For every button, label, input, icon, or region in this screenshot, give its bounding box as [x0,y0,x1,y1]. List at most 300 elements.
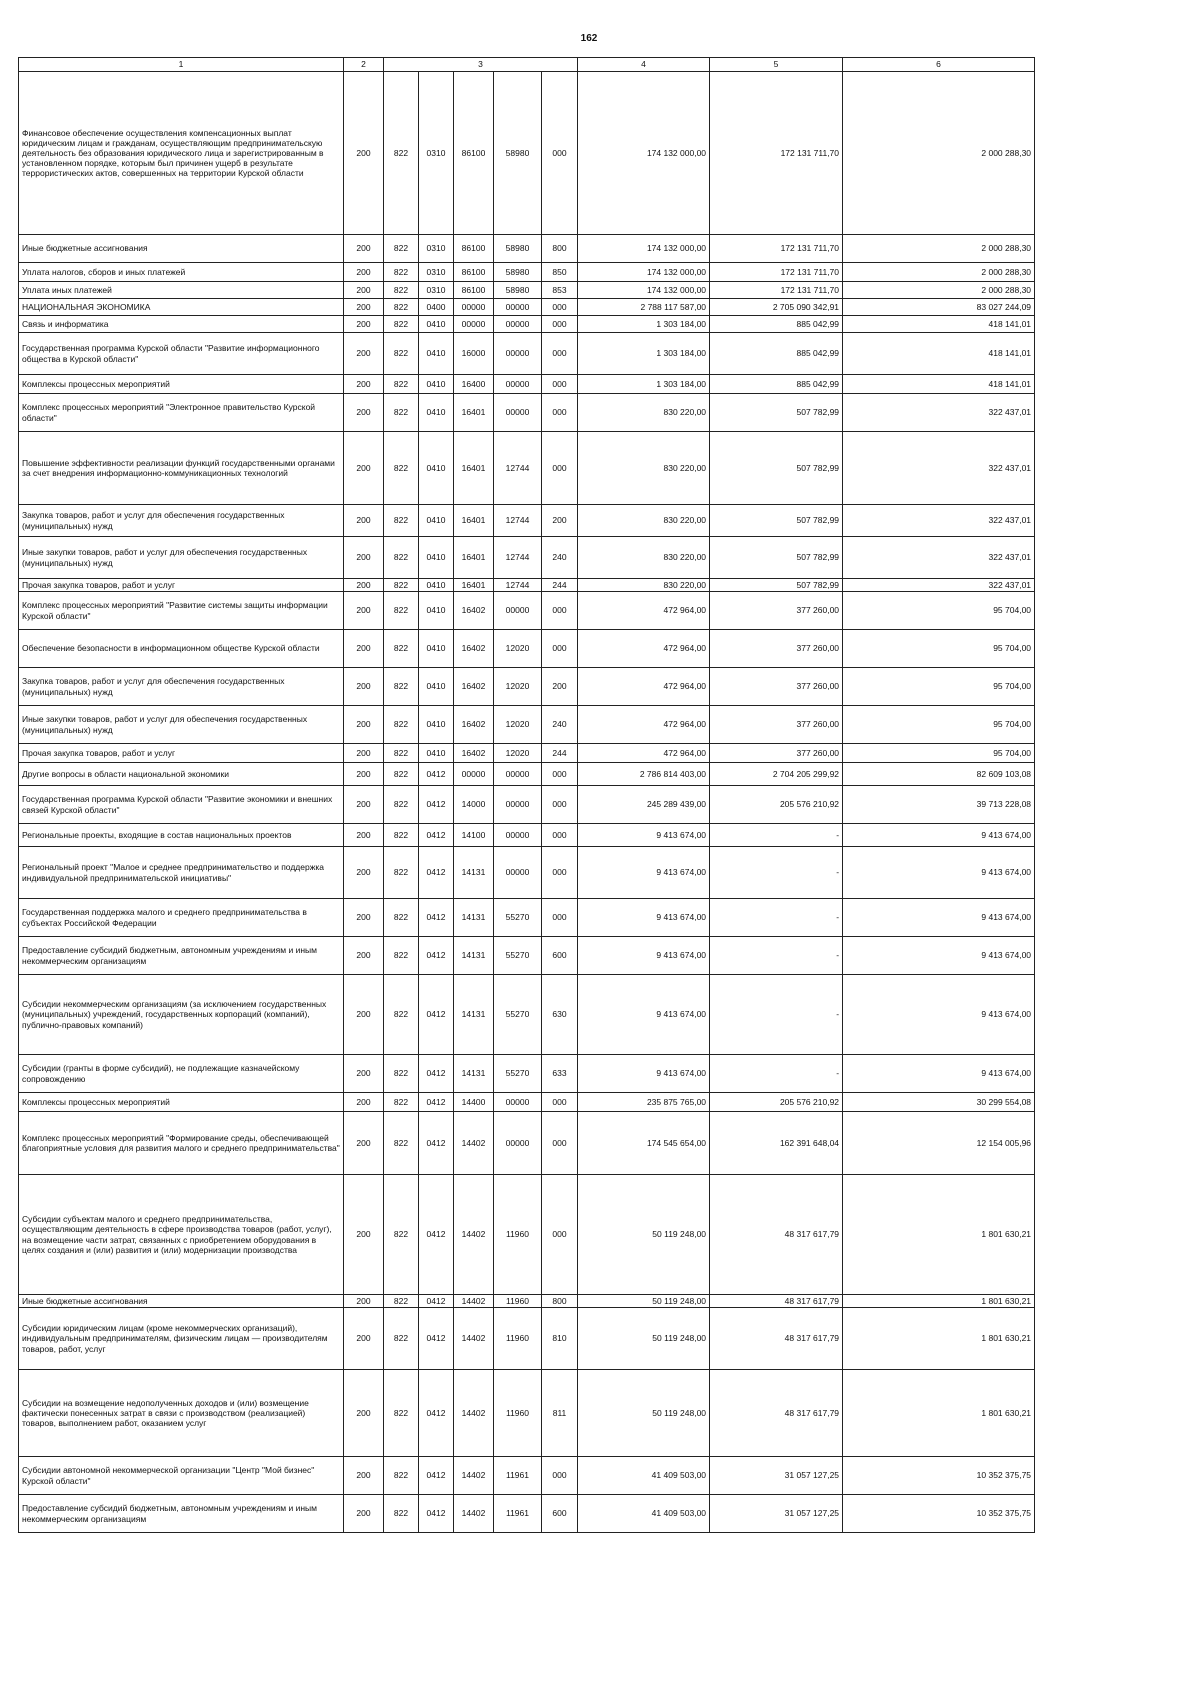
code-col-2: 200 [344,847,384,899]
value-col-5: 885 042,99 [710,316,843,333]
code-program: 14402 [454,1175,494,1295]
code-col-2: 200 [344,1055,384,1093]
value-col-5: 172 131 711,70 [710,72,843,235]
code-section: 0410 [419,744,454,763]
row-name: Предоставление субсидий бюджетным, автономным учреждениям и иным некоммерческим организациям [19,937,344,975]
value-col-5: 885 042,99 [710,375,843,394]
table-row [19,763,1035,786]
value-col-6: 9 413 674,00 [843,937,1035,975]
code-direction: 11960 [494,1175,542,1295]
code-program: 00000 [454,299,494,316]
value-col-4: 472 964,00 [578,630,710,668]
code-direction: 12744 [494,537,542,579]
row-name: Предоставление субсидий бюджетным, автономным учреждениям и иным некоммерческим организациям [19,1495,344,1533]
code-program: 14100 [454,824,494,847]
code-ministry: 822 [384,786,419,824]
code-col-2: 200 [344,299,384,316]
value-col-6: 418 141,01 [843,333,1035,375]
code-section: 0412 [419,847,454,899]
code-direction: 00000 [494,1093,542,1112]
code-section: 0400 [419,299,454,316]
code-ministry: 822 [384,1112,419,1175]
code-col-2: 200 [344,763,384,786]
code-col-2: 200 [344,537,384,579]
code-section: 0410 [419,505,454,537]
value-col-4: 830 220,00 [578,537,710,579]
value-col-6: 322 437,01 [843,432,1035,505]
value-col-6: 10 352 375,75 [843,1495,1035,1533]
value-col-6: 95 704,00 [843,630,1035,668]
value-col-6: 322 437,01 [843,579,1035,592]
code-col-2: 200 [344,394,384,432]
code-expense-type: 240 [542,537,578,579]
code-ministry: 822 [384,537,419,579]
value-col-4: 9 413 674,00 [578,975,710,1055]
code-direction: 00000 [494,847,542,899]
table-row [19,899,1035,937]
value-col-5: 162 391 648,04 [710,1112,843,1175]
code-section: 0412 [419,975,454,1055]
code-section: 0310 [419,235,454,263]
code-section: 0410 [419,375,454,394]
row-name: Иные закупки товаров, работ и услуг для обеспечения государственных (муниципальных) нужд [19,537,344,579]
code-section: 0412 [419,1495,454,1533]
code-direction: 11960 [494,1295,542,1308]
value-col-5: 48 317 617,79 [710,1295,843,1308]
code-direction: 12744 [494,432,542,505]
code-section: 0410 [419,592,454,630]
code-section: 0412 [419,1175,454,1295]
code-col-2: 200 [344,1370,384,1457]
value-col-4: 830 220,00 [578,432,710,505]
code-direction: 00000 [494,316,542,333]
value-col-6: 10 352 375,75 [843,1457,1035,1495]
row-name: Закупка товаров, работ и услуг для обеспечения государственных (муниципальных) нужд [19,668,344,706]
code-section: 0412 [419,1093,454,1112]
code-col-2: 200 [344,72,384,235]
value-col-5: 172 131 711,70 [710,263,843,282]
code-expense-type: 000 [542,394,578,432]
code-col-2: 200 [344,579,384,592]
table-row [19,579,1035,592]
row-name: Уплата налогов, сборов и иных платежей [19,263,344,282]
code-ministry: 822 [384,1093,419,1112]
row-name: Закупка товаров, работ и услуг для обеспечения государственных (муниципальных) нужд [19,505,344,537]
code-ministry: 822 [384,847,419,899]
code-program: 16401 [454,432,494,505]
code-ministry: 822 [384,282,419,299]
value-col-5: 377 260,00 [710,744,843,763]
row-name: Региональный проект "Малое и среднее предпринимательство и поддержка индивидуальной предпринимательской инициативы" [19,847,344,899]
value-col-5: 2 705 090 342,91 [710,299,843,316]
value-col-5: 377 260,00 [710,630,843,668]
code-direction: 58980 [494,72,542,235]
table-row [19,1055,1035,1093]
code-expense-type: 000 [542,1457,578,1495]
code-program: 14131 [454,899,494,937]
column-number-6: 6 [843,58,1035,72]
row-name: Прочая закупка товаров, работ и услуг [19,579,344,592]
value-col-6: 418 141,01 [843,375,1035,394]
value-col-5: 507 782,99 [710,505,843,537]
value-col-4: 830 220,00 [578,505,710,537]
code-expense-type: 000 [542,299,578,316]
value-col-5: 172 131 711,70 [710,235,843,263]
code-col-2: 200 [344,706,384,744]
code-ministry: 822 [384,263,419,282]
code-section: 0310 [419,263,454,282]
code-col-2: 200 [344,1175,384,1295]
value-col-4: 9 413 674,00 [578,937,710,975]
code-program: 16401 [454,537,494,579]
table-row [19,263,1035,282]
row-name: Финансовое обеспечение осуществления компенсационных выплат юридическим лицам и гражданам, осуществляющим предпринимательскую деятельность без образования юридического лица и зарегистрированным в установленном порядке, которым был причинен ущерб в результате террористических актов, совершенных на территории Курской области [19,72,344,235]
code-direction: 55270 [494,975,542,1055]
value-col-4: 9 413 674,00 [578,899,710,937]
table-row [19,333,1035,375]
table-row [19,282,1035,299]
code-program: 14131 [454,937,494,975]
value-col-6: 83 027 244,09 [843,299,1035,316]
code-ministry: 822 [384,72,419,235]
code-ministry: 822 [384,592,419,630]
value-col-6: 9 413 674,00 [843,847,1035,899]
code-col-2: 200 [344,333,384,375]
code-direction: 58980 [494,282,542,299]
row-name: Субсидии субъектам малого и среднего предпринимательства, осуществляющим деятельность в сфере производства товаров (работ, услуг), на возмещение части затрат, связанных с приобретением оборудования в целях создания и (или) развития и (или) модернизации производства [19,1175,344,1295]
code-expense-type: 800 [542,1295,578,1308]
code-section: 0410 [419,432,454,505]
code-expense-type: 000 [542,592,578,630]
value-col-6: 2 000 288,30 [843,235,1035,263]
code-expense-type: 000 [542,375,578,394]
row-name: Комплекс процессных мероприятий "Формирование среды, обеспечивающей благоприятные условия для развития малого и среднего предпринимательства" [19,1112,344,1175]
code-ministry: 822 [384,505,419,537]
code-direction: 55270 [494,1055,542,1093]
code-ministry: 822 [384,316,419,333]
code-col-2: 200 [344,263,384,282]
code-expense-type: 000 [542,899,578,937]
value-col-4: 9 413 674,00 [578,824,710,847]
value-col-5: 377 260,00 [710,706,843,744]
code-expense-type: 200 [542,668,578,706]
code-expense-type: 000 [542,72,578,235]
code-direction: 11961 [494,1495,542,1533]
value-col-4: 1 303 184,00 [578,316,710,333]
row-name: Иные закупки товаров, работ и услуг для обеспечения государственных (муниципальных) нужд [19,706,344,744]
column-number-1: 1 [19,58,344,72]
value-col-5: 507 782,99 [710,579,843,592]
value-col-6: 9 413 674,00 [843,1055,1035,1093]
table-row [19,937,1035,975]
code-direction: 12744 [494,579,542,592]
code-direction: 11960 [494,1308,542,1370]
code-col-2: 200 [344,235,384,263]
code-direction: 00000 [494,786,542,824]
code-ministry: 822 [384,630,419,668]
code-col-2: 200 [344,1308,384,1370]
code-direction: 12020 [494,744,542,763]
code-ministry: 822 [384,375,419,394]
value-col-4: 472 964,00 [578,592,710,630]
table-row [19,786,1035,824]
table-row [19,668,1035,706]
code-program: 86100 [454,282,494,299]
code-program: 16402 [454,668,494,706]
code-section: 0412 [419,763,454,786]
code-section: 0410 [419,316,454,333]
table-row [19,1093,1035,1112]
row-name: Субсидии некоммерческим организациям (за исключением государственных (муниципальных) учреждений, государственных корпораций (компаний), публично-правовых компаний) [19,975,344,1055]
row-name: Обеспечение безопасности в информационном обществе Курской области [19,630,344,668]
code-expense-type: 244 [542,744,578,763]
code-expense-type: 000 [542,763,578,786]
value-col-4: 472 964,00 [578,706,710,744]
code-col-2: 200 [344,630,384,668]
value-col-4: 41 409 503,00 [578,1495,710,1533]
value-col-5: 377 260,00 [710,668,843,706]
row-name: Региональные проекты, входящие в состав национальных проектов [19,824,344,847]
value-col-4: 235 875 765,00 [578,1093,710,1112]
code-ministry: 822 [384,937,419,975]
code-col-2: 200 [344,1495,384,1533]
code-col-2: 200 [344,1457,384,1495]
value-col-5: - [710,824,843,847]
value-col-6: 2 000 288,30 [843,282,1035,299]
value-col-6: 95 704,00 [843,668,1035,706]
value-col-6: 418 141,01 [843,316,1035,333]
code-expense-type: 800 [542,235,578,263]
code-program: 14402 [454,1370,494,1457]
value-col-4: 245 289 439,00 [578,786,710,824]
value-col-4: 50 119 248,00 [578,1295,710,1308]
value-col-4: 830 220,00 [578,579,710,592]
value-col-5: 507 782,99 [710,537,843,579]
code-section: 0412 [419,899,454,937]
code-program: 00000 [454,763,494,786]
value-col-5: 31 057 127,25 [710,1495,843,1533]
code-direction: 00000 [494,1112,542,1175]
code-expense-type: 810 [542,1308,578,1370]
column-number-3: 3 [384,58,578,72]
table-row [19,505,1035,537]
row-name: Иные бюджетные ассигнования [19,1295,344,1308]
code-direction: 00000 [494,299,542,316]
value-col-5: 2 704 205 299,92 [710,763,843,786]
value-col-4: 9 413 674,00 [578,847,710,899]
value-col-4: 830 220,00 [578,394,710,432]
value-col-4: 174 132 000,00 [578,235,710,263]
value-col-6: 30 299 554,08 [843,1093,1035,1112]
code-program: 14402 [454,1495,494,1533]
code-section: 0410 [419,630,454,668]
table-row [19,72,1035,235]
value-col-6: 9 413 674,00 [843,899,1035,937]
value-col-4: 41 409 503,00 [578,1457,710,1495]
table-row [19,316,1035,333]
row-name: Государственная программа Курской области "Развитие информационного общества в Курской области" [19,333,344,375]
code-col-2: 200 [344,375,384,394]
code-section: 0410 [419,394,454,432]
code-section: 0410 [419,579,454,592]
table-row [19,1295,1035,1308]
code-section: 0410 [419,668,454,706]
table-row [19,1112,1035,1175]
table-row [19,1308,1035,1370]
code-direction: 58980 [494,263,542,282]
value-col-5: 48 317 617,79 [710,1308,843,1370]
code-program: 16401 [454,394,494,432]
code-ministry: 822 [384,1495,419,1533]
code-program: 14402 [454,1295,494,1308]
row-name: НАЦИОНАЛЬНАЯ ЭКОНОМИКА [19,299,344,316]
value-col-4: 174 545 654,00 [578,1112,710,1175]
row-name: Субсидии на возмещение недополученных доходов и (или) возмещение фактически понесенных затрат в связи с производством (реализацией) товаров, выполнением работ, оказанием услуг [19,1370,344,1457]
code-ministry: 822 [384,394,419,432]
code-program: 14131 [454,1055,494,1093]
column-number-2: 2 [344,58,384,72]
value-col-5: - [710,937,843,975]
value-col-5: 377 260,00 [710,592,843,630]
code-ministry: 822 [384,1457,419,1495]
value-col-5: 48 317 617,79 [710,1175,843,1295]
code-col-2: 200 [344,899,384,937]
value-col-6: 82 609 103,08 [843,763,1035,786]
code-direction: 58980 [494,235,542,263]
value-col-5: - [710,1055,843,1093]
page-number: 162 [580,33,598,44]
value-col-4: 174 132 000,00 [578,72,710,235]
value-col-6: 95 704,00 [843,706,1035,744]
value-col-6: 1 801 630,21 [843,1370,1035,1457]
table-row [19,394,1035,432]
value-col-4: 2 788 117 587,00 [578,299,710,316]
table-row [19,706,1035,744]
value-col-6: 12 154 005,96 [843,1112,1035,1175]
code-expense-type: 853 [542,282,578,299]
code-direction: 12744 [494,505,542,537]
code-expense-type: 000 [542,316,578,333]
value-col-6: 95 704,00 [843,744,1035,763]
table-row [19,1175,1035,1295]
value-col-6: 9 413 674,00 [843,975,1035,1055]
value-col-5: 48 317 617,79 [710,1370,843,1457]
code-direction: 12020 [494,630,542,668]
row-name: Повышение эффективности реализации функций государственными органами за счет внедрения информационно-коммуникационных технологий [19,432,344,505]
row-name: Субсидии автономной некоммерческой организации "Центр "Мой бизнес" Курской области" [19,1457,344,1495]
row-name: Уплата иных платежей [19,282,344,299]
row-name: Комплекс процессных мероприятий "Развитие системы защиты информации Курской области" [19,592,344,630]
code-section: 0410 [419,537,454,579]
value-col-4: 1 303 184,00 [578,375,710,394]
code-expense-type: 000 [542,630,578,668]
row-name: Субсидии юридическим лицам (кроме некоммерческих организаций), индивидуальным предпринимателям, физическим лицам — производителям товаров, работ, услуг [19,1308,344,1370]
code-program: 00000 [454,316,494,333]
row-name: Субсидии (гранты в форме субсидий), не подлежащие казначейскому сопровождению [19,1055,344,1093]
code-direction: 00000 [494,394,542,432]
code-ministry: 822 [384,1175,419,1295]
code-program: 16402 [454,592,494,630]
value-col-4: 9 413 674,00 [578,1055,710,1093]
value-col-4: 174 132 000,00 [578,282,710,299]
code-col-2: 200 [344,592,384,630]
code-col-2: 200 [344,937,384,975]
code-expense-type: 600 [542,937,578,975]
value-col-5: - [710,975,843,1055]
value-col-4: 2 786 814 403,00 [578,763,710,786]
code-program: 16000 [454,333,494,375]
code-ministry: 822 [384,763,419,786]
code-expense-type: 600 [542,1495,578,1533]
value-col-6: 1 801 630,21 [843,1175,1035,1295]
value-col-6: 2 000 288,30 [843,72,1035,235]
code-direction: 55270 [494,899,542,937]
code-expense-type: 000 [542,824,578,847]
code-col-2: 200 [344,1112,384,1175]
value-col-5: 507 782,99 [710,394,843,432]
code-section: 0310 [419,282,454,299]
code-expense-type: 000 [542,786,578,824]
code-program: 16402 [454,744,494,763]
table-row [19,375,1035,394]
table-row [19,975,1035,1055]
value-col-5: 205 576 210,92 [710,786,843,824]
table-row [19,1495,1035,1533]
value-col-6: 39 713 228,08 [843,786,1035,824]
table-row [19,847,1035,899]
code-section: 0412 [419,1308,454,1370]
code-section: 0310 [419,72,454,235]
table-row [19,744,1035,763]
value-col-6: 9 413 674,00 [843,824,1035,847]
value-col-4: 1 303 184,00 [578,333,710,375]
code-section: 0412 [419,1055,454,1093]
code-section: 0412 [419,786,454,824]
code-ministry: 822 [384,899,419,937]
value-col-5: 172 131 711,70 [710,282,843,299]
code-ministry: 822 [384,744,419,763]
code-expense-type: 811 [542,1370,578,1457]
code-section: 0412 [419,1457,454,1495]
code-direction: 00000 [494,592,542,630]
code-expense-type: 633 [542,1055,578,1093]
row-name: Государственная поддержка малого и среднего предпринимательства в субъектах Российской Федерации [19,899,344,937]
column-number-row [19,58,1035,72]
code-col-2: 200 [344,505,384,537]
code-program: 14402 [454,1308,494,1370]
value-col-5: - [710,847,843,899]
value-col-6: 322 437,01 [843,537,1035,579]
code-direction: 00000 [494,824,542,847]
code-col-2: 200 [344,744,384,763]
code-col-2: 200 [344,432,384,505]
code-section: 0410 [419,706,454,744]
table-row [19,592,1035,630]
code-direction: 00000 [494,333,542,375]
code-expense-type: 850 [542,263,578,282]
code-expense-type: 630 [542,975,578,1055]
code-expense-type: 000 [542,1175,578,1295]
code-program: 16401 [454,579,494,592]
code-direction: 11960 [494,1370,542,1457]
code-col-2: 200 [344,824,384,847]
row-name: Комплексы процессных мероприятий [19,375,344,394]
value-col-6: 1 801 630,21 [843,1295,1035,1308]
code-section: 0412 [419,1370,454,1457]
row-name: Государственная программа Курской области "Развитие экономики и внешних связей Курской области" [19,786,344,824]
code-program: 14000 [454,786,494,824]
code-col-2: 200 [344,316,384,333]
